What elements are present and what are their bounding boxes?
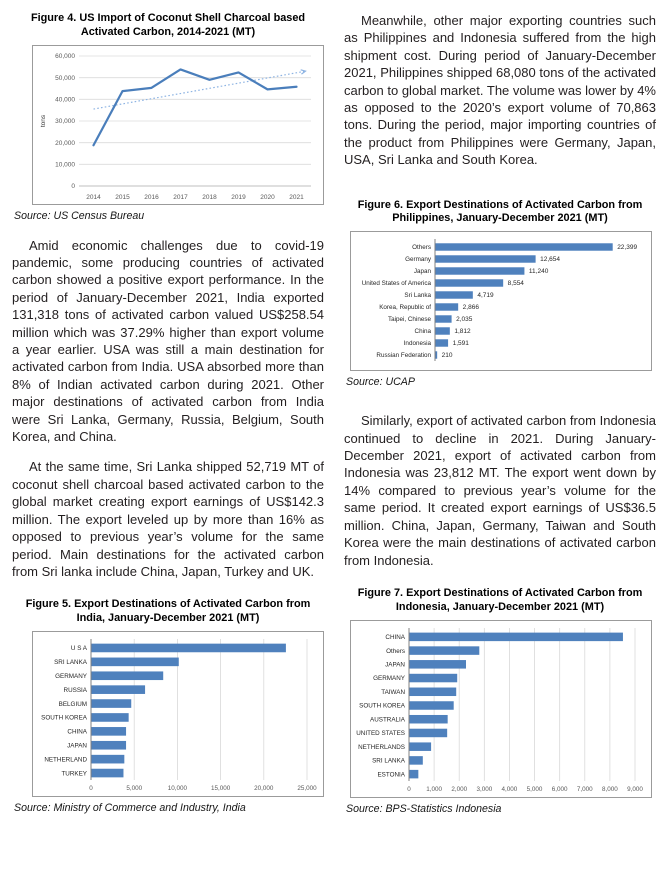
bar — [410, 632, 623, 641]
bar — [410, 728, 448, 737]
x-tick-label: 4,000 — [501, 785, 518, 793]
y-tick-label: 50,000 — [55, 74, 75, 82]
bar — [410, 660, 467, 669]
y-tick-label: 10,000 — [55, 161, 75, 169]
figure4-title-line1: Figure 4. US Import of Coconut Shell Charcoal based — [30, 12, 306, 24]
bar — [92, 685, 146, 694]
x-tick-label: 10,000 — [167, 784, 188, 792]
bar — [436, 244, 613, 251]
x-tick-label: 9,000 — [627, 785, 643, 793]
figure7-chart — [350, 620, 652, 798]
figure4-svg — [33, 46, 323, 204]
category-label: JAPAN — [385, 661, 405, 669]
category-label: UNITED STATES — [356, 729, 405, 737]
value-label: 2,035 — [456, 316, 473, 324]
value-label: 8,554 — [507, 280, 524, 288]
bar — [410, 701, 454, 710]
category-label: TAIWAN — [381, 688, 405, 696]
category-label: GERMANY — [55, 672, 87, 680]
y-tick-label: 60,000 — [55, 52, 75, 60]
value-label: 11,240 — [528, 268, 549, 276]
category-label: CHINA — [385, 633, 405, 641]
x-tick-label: 2019 — [231, 193, 246, 201]
category-label: GERMANY — [373, 674, 405, 682]
x-tick-label: 1,000 — [426, 785, 442, 793]
bar — [436, 280, 504, 287]
bar — [92, 657, 179, 666]
figure4-chart — [32, 45, 324, 205]
x-tick-label: 0 — [407, 785, 411, 793]
bar — [436, 328, 450, 335]
figure5-source: Source: Ministry of Commerce and Industry, India — [14, 801, 246, 814]
paragraph-indonesia-export: Similarly, export of activated carbon from Indonesia continued to decline in 2021. During January-December 2021, export of activated carbon from Indonesia was 23,812 MT. The export went down by 14% compared to previous year’s volume for the same period. It created export earnings of US$36.5 million. China, Japan, Germany, Taiwan and South Korea were the main destinations of activated carbon from Indonesia. — [344, 413, 656, 568]
category-label: Indonesia — [403, 340, 431, 348]
category-label: U S A — [70, 645, 87, 653]
bar — [436, 292, 473, 299]
category-label: NETHERLAND — [44, 756, 87, 764]
figure7-title-line2: Indonesia, January-December 2021 (MT) — [395, 600, 605, 613]
value-label: 22,399 — [617, 244, 638, 252]
category-label: JAPAN — [67, 742, 87, 750]
figure7-svg — [351, 621, 651, 797]
bar — [92, 713, 129, 722]
figure7-title-line1: Figure 7. Export Destinations of Activated Carbon from — [357, 586, 643, 599]
category-label: RUSSIA — [63, 686, 87, 694]
y-tick-label: 0 — [71, 182, 75, 190]
left-column — [12, 10, 324, 830]
x-tick-label: 6,000 — [551, 785, 568, 793]
figure6-chart — [350, 231, 652, 371]
y-tick-label: 30,000 — [55, 117, 75, 125]
category-label: AUSTRALIA — [370, 715, 405, 723]
x-tick-label: 2015 — [115, 193, 130, 201]
x-tick-label: 2,000 — [451, 785, 468, 793]
x-tick-label: 2021 — [289, 193, 304, 201]
figure7-title — [344, 587, 656, 615]
value-label: 2,866 — [462, 304, 479, 312]
bar — [436, 304, 459, 311]
bar — [410, 742, 432, 751]
x-tick-label: 20,000 — [254, 784, 274, 792]
category-label: CHINA — [67, 728, 87, 736]
figure6-title — [344, 199, 656, 227]
bar — [410, 769, 419, 778]
category-label: Others — [412, 244, 431, 252]
x-tick-label: 7,000 — [576, 785, 593, 793]
x-tick-label: 2017 — [173, 193, 188, 201]
x-tick-label: 2020 — [260, 193, 275, 201]
figure5-title — [12, 598, 324, 626]
category-label: TURKEY — [61, 770, 87, 778]
category-label: NETHERLANDS — [358, 743, 405, 751]
x-tick-label: 5,000 — [126, 784, 143, 792]
value-label: 1,812 — [454, 328, 471, 336]
y-tick-label: 40,000 — [55, 96, 75, 104]
figure7-source: Source: BPS-Statistics Indonesia — [346, 802, 502, 815]
paragraph-srilanka-export: At the same time, Sri Lanka shipped 52,719 MT of coconut shell charcoal based activated carbon to the global market creating export earnings of US$142.3 million. The export leveled up by more than 16% as opposed to previous year’s volume for the same period. Main destinations for the activated carbon from Sri lanka include China, Japan, Turkey and UK. — [12, 459, 324, 579]
bar — [92, 727, 127, 736]
category-label: Korea, Republic of — [379, 304, 431, 312]
figure6-svg — [351, 232, 651, 370]
figure5-title-line1: Figure 5. Export Destinations of Activated Carbon from — [25, 598, 311, 611]
paragraph-india-export: Amid economic challenges due to covid-19 pandemic, some producing countries of activated carbon showed a positive export performance. In the period of January-December 2021, India exported 131,318 tons of activated carbon valued US$258.54 million which was 37.29% higher than export volume a year earlier. USA was still a main destination for activated carbon from India. USA absorbed more than 8% of Indian activated carbon during 2021. Other major destinations of activated carbon from India were Sri Lanka, Germany, Russia, Belgium, South Korea, and China. — [12, 237, 324, 445]
category-label: United States of America — [361, 280, 431, 288]
y-tick-label: 20,000 — [55, 139, 75, 147]
bar — [436, 316, 452, 323]
x-tick-label: 2014 — [86, 193, 101, 201]
bar — [410, 714, 448, 723]
bar — [410, 673, 458, 682]
figure5-chart — [32, 631, 324, 797]
category-label: Sri Lanka — [404, 292, 431, 300]
category-label: Taipei, Chinese — [387, 316, 431, 324]
x-tick-label: 15,000 — [210, 784, 231, 792]
paragraph-philippines-export: Meanwhile, other major exporting countries such as Philippines and Indonesia suffered from the high shipment cost. During period of January-December 2021, Philippines shipped 68,080 tons of the activated carbon to global market. The volume was lower by 4% as opposed to the 2020’s export volume of 70,863 tons. During the period, major importing countries of the product from Philippines were Germany, Japan, USA, Sri Lanka and South Korea. — [344, 13, 656, 168]
x-tick-label: 3,000 — [476, 785, 493, 793]
bar — [92, 741, 127, 750]
figure4-title-line2: Activated Carbon, 2014-2021 (MT) — [80, 25, 256, 38]
figure6-title-line1: Figure 6. Export Destinations of Activated Carbon from — [357, 198, 643, 211]
category-label: Russian Federation — [376, 352, 431, 360]
value-label: 12,654 — [540, 256, 560, 264]
figure6-source: Source: UCAP — [346, 376, 415, 389]
data-line — [94, 69, 297, 145]
value-label: 210 — [441, 352, 453, 360]
bar — [92, 699, 132, 708]
bar — [92, 644, 286, 653]
x-tick-label: 2016 — [144, 193, 159, 201]
bar — [410, 756, 423, 765]
category-label: SOUTH KOREA — [359, 702, 405, 710]
category-label: BELGIUM — [58, 700, 87, 708]
figure5-svg — [33, 632, 323, 796]
category-label: Japan — [413, 268, 431, 276]
category-label: China — [414, 328, 431, 336]
x-tick-label: 8,000 — [602, 785, 618, 793]
category-label: Others — [386, 647, 405, 655]
bar — [410, 646, 480, 655]
right-column — [344, 10, 656, 830]
category-label: Germany — [405, 256, 431, 264]
category-label: SOUTH KOREA — [41, 714, 87, 722]
figure5-title-line2: India, January-December 2021 (MT) — [76, 612, 260, 625]
value-label: 4,719 — [477, 292, 494, 300]
category-label: SRI LANKA — [54, 658, 87, 666]
bar — [92, 671, 164, 680]
category-label: ESTONIA — [377, 770, 405, 778]
bar — [410, 687, 457, 696]
y-axis-title: tons — [40, 114, 47, 127]
value-label: 1,591 — [452, 340, 469, 348]
x-tick-label: 25,000 — [297, 784, 317, 792]
category-label: SRI LANKA — [372, 757, 405, 765]
bar — [92, 769, 124, 778]
bar — [436, 352, 438, 359]
figure4-source: Source: US Census Bureau — [14, 209, 145, 222]
bar — [436, 256, 536, 263]
figure6-title-line2: Philippines, January-December 2021 (MT) — [392, 212, 608, 225]
x-tick-label: 2018 — [202, 193, 217, 201]
bar — [92, 755, 125, 764]
x-tick-label: 5,000 — [526, 785, 543, 793]
bar — [436, 268, 525, 275]
x-tick-label: 0 — [89, 784, 93, 792]
bar — [436, 340, 449, 347]
figure4-title — [12, 12, 324, 40]
